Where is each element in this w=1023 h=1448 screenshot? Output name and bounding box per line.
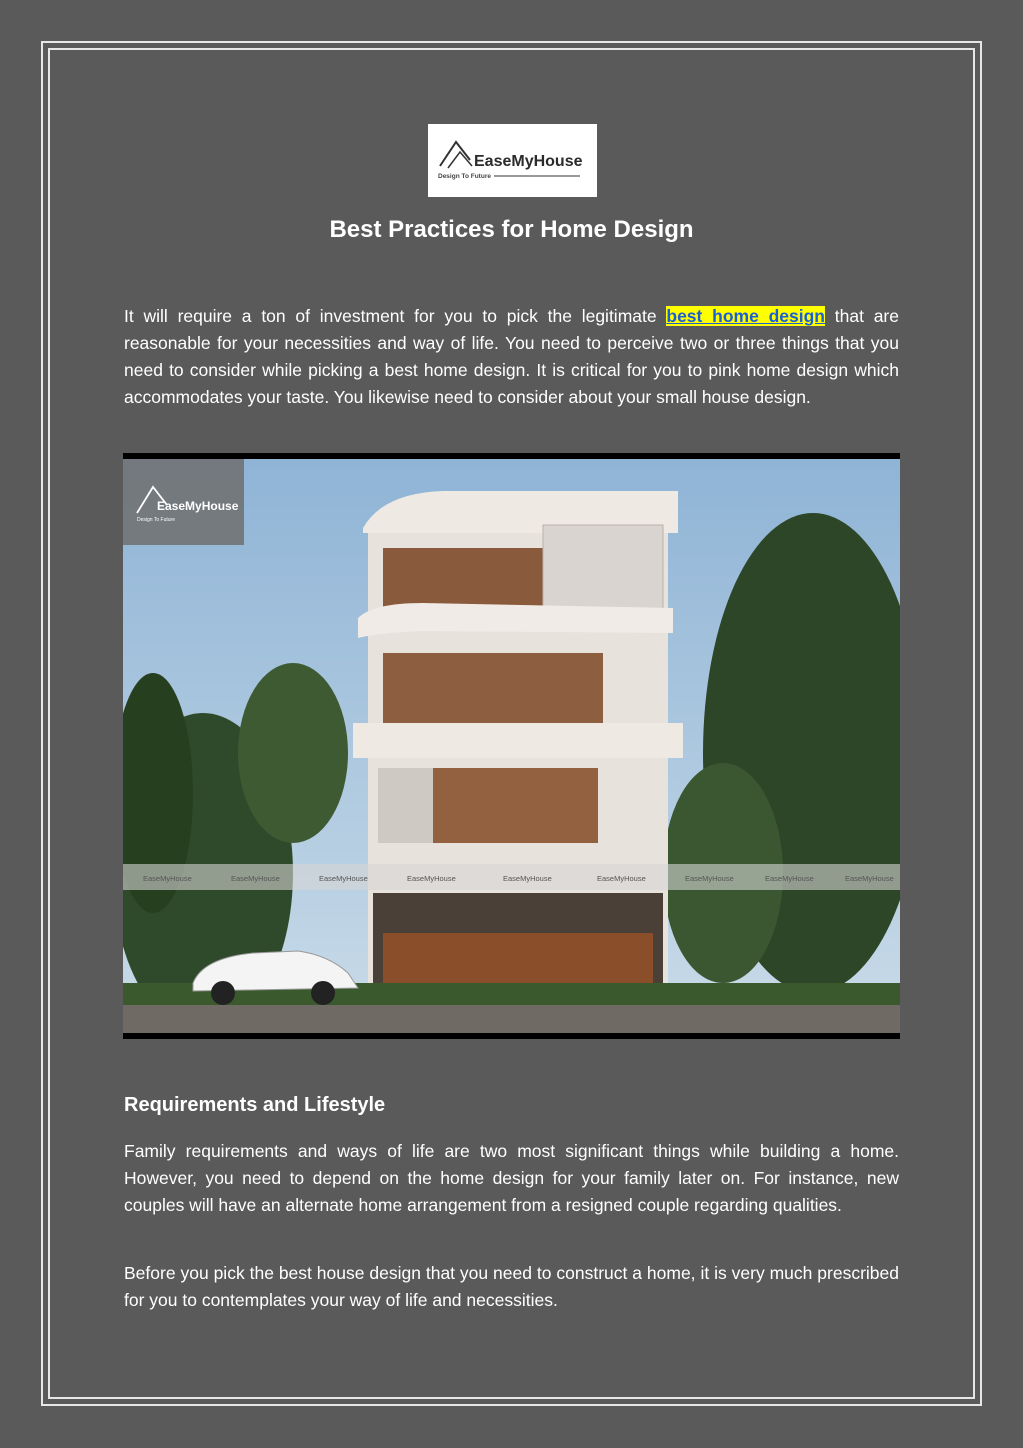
intro-paragraph — [124, 303, 899, 411]
intro-text-before: It will require a ton of investment for you to pick the legitimate — [124, 306, 667, 326]
section-heading: Requirements and Lifestyle — [124, 1094, 386, 1116]
watermark-4: EaseMyHouse — [407, 874, 456, 883]
section-paragraph-2: Before you pick the best house design that you need to construct a home, it is very much prescribed for you to contemplates your way of life and necessities. — [124, 1263, 899, 1310]
watermark-6: EaseMyHouse — [597, 874, 646, 883]
brand-name: EaseMyHouse — [474, 153, 583, 170]
photo-brand-tagline: Design To Future — [137, 517, 175, 523]
best-home-design-link[interactable]: best home design — [666, 306, 825, 326]
photo-brand-name: EaseMyHouse — [157, 499, 239, 513]
house-illustration — [123, 453, 900, 1039]
watermark-3: EaseMyHouse — [319, 874, 368, 883]
page-title: Best Practices for Home Design — [329, 216, 694, 243]
house-logo-icon — [428, 124, 597, 197]
brand-tagline: Design To Future — [438, 173, 491, 180]
section-paragraph-1: Family requirements and ways of life are two most significant things while building a home. However, you need to depend on the home design for your family later on. For instance, new couples will have an alternate home arrangement from a resigned couple regarding qualities. — [124, 1141, 899, 1215]
watermark-7: EaseMyHouse — [685, 874, 734, 883]
brand-logo — [428, 124, 597, 197]
watermark-8: EaseMyHouse — [765, 874, 814, 883]
house-photo — [123, 453, 900, 1039]
watermark-1: EaseMyHouse — [143, 874, 192, 883]
intro-text-after: that are reasonable for your necessities and way of life. You need to perceive two or three things that you need to consider while picking a best home design. It is critical for you to pink home design which accommodates your taste. You likewise need to consider about your small house design. — [124, 306, 899, 407]
watermark-5: EaseMyHouse — [503, 874, 552, 883]
watermark-2: EaseMyHouse — [231, 874, 280, 883]
watermark-9: EaseMyHouse — [845, 874, 894, 883]
